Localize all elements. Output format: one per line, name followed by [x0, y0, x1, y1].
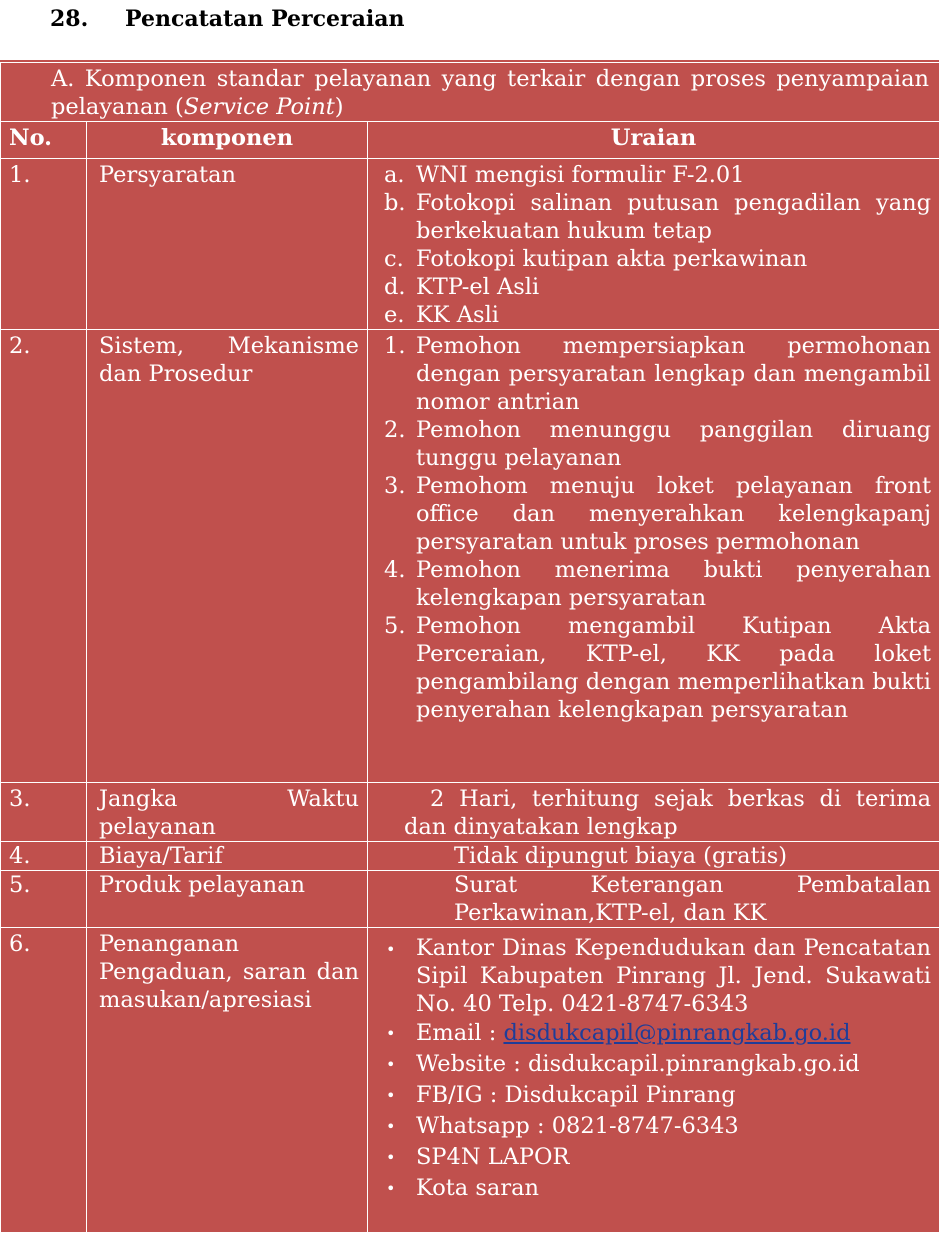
- row-number: 2.: [1, 330, 87, 783]
- table-row: [1, 842, 939, 871]
- service-standard-table: [0, 62, 939, 1233]
- table-header-row: [1, 122, 939, 159]
- table-row: [1, 871, 939, 928]
- row-description: Surat Keterangan Pembatalan Perkawinan,KTP-el, dan KK: [368, 871, 939, 928]
- row-number: 6.: [1, 928, 87, 1233]
- row-component: Jangka Waktu pelayanan: [87, 783, 368, 842]
- email-link[interactable]: disdukcapil@pinrangkab.go.id: [503, 1020, 851, 1046]
- list-item: a. WNI mengisi formulir F-2.01: [384, 162, 745, 188]
- list-item: 5. Pemohon mengambil Kutipan Akta Perceraian, KTP-el, KK pada loket pengambilang dengan memperlihatkan bukti penyerahan kelengkapan persyaratan: [384, 613, 931, 723]
- row-number: 5.: [1, 871, 87, 928]
- list-item: b. Fotokopi salinan putusan pengadilan yang berkekuatan hukum tetap: [384, 190, 931, 244]
- list-item: 2. Pemohon menunggu panggilan diruang tunggu pelayanan: [384, 417, 931, 471]
- section-heading: [50, 6, 404, 32]
- row-number: 4.: [1, 842, 87, 871]
- row-description: [368, 928, 939, 1233]
- list-item: c. Fotokopi kutipan akta perkawinan: [384, 246, 808, 272]
- header-uraian: Uraian: [368, 122, 939, 159]
- row-component: Sistem, Mekanisme dan Prosedur: [87, 330, 368, 783]
- table-row: [1, 928, 939, 1233]
- row-description: [368, 159, 939, 330]
- row-component: Penanganan Pengaduan, saran dan masukan/apresiasi: [87, 928, 368, 1233]
- list-item: • Whatsapp : 0821-8747-6343: [386, 1113, 739, 1139]
- list-item: d. KTP-el Asli: [384, 274, 540, 300]
- list-item: • SP4N LAPOR: [386, 1144, 570, 1170]
- list-item: e. KK Asli: [384, 302, 499, 328]
- section-title: Pencatatan Perceraian: [125, 6, 405, 32]
- table-intro: A. Komponen standar pelayanan yang terkair dengan proses penyampaian pelayanan (Service Point): [1, 63, 939, 122]
- list-item: 1. Pemohon mempersiapkan permohonan dengan persyaratan lengkap dan mengambil nomor antrian: [384, 333, 931, 415]
- table-row: [1, 783, 939, 842]
- row-number: 3.: [1, 783, 87, 842]
- row-component: Produk pelayanan: [87, 871, 368, 928]
- header-no: No.: [1, 122, 87, 159]
- table-row: [1, 159, 939, 330]
- list-item: • Kantor Dinas Kependudukan dan Pencatatan Sipil Kabupaten Pinrang Jl. Jend. Sukawati No. 40 Telp. 0421-8747-6343: [386, 935, 931, 1017]
- row-number: 1.: [1, 159, 87, 330]
- section-number: 28.: [50, 6, 89, 32]
- table-row: [1, 330, 939, 783]
- header-komponen: komponen: [87, 122, 368, 159]
- row-description: 2 Hari, terhitung sejak berkas di terima dan dinyatakan lengkap: [368, 783, 939, 842]
- list-item: • FB/IG : Disdukcapil Pinrang: [386, 1082, 736, 1108]
- list-item: • Email : disdukcapil@pinrangkab.go.id: [386, 1020, 851, 1046]
- row-component: Biaya/Tarif: [87, 842, 368, 871]
- row-description: Tidak dipungut biaya (gratis): [368, 842, 939, 871]
- list-item: • Kota saran: [386, 1175, 539, 1201]
- list-item: 3. Pemohom menuju loket pelayanan front office dan menyerahkan kelengkapanj persyaratan untuk proses permohonan: [384, 473, 931, 555]
- row-description: [368, 330, 939, 783]
- list-item: 4. Pemohon menerima bukti penyerahan kelengkapan persyaratan: [384, 557, 931, 611]
- row-component: Persyaratan: [87, 159, 368, 330]
- list-item: • Website : disdukcapil.pinrangkab.go.id: [386, 1051, 860, 1077]
